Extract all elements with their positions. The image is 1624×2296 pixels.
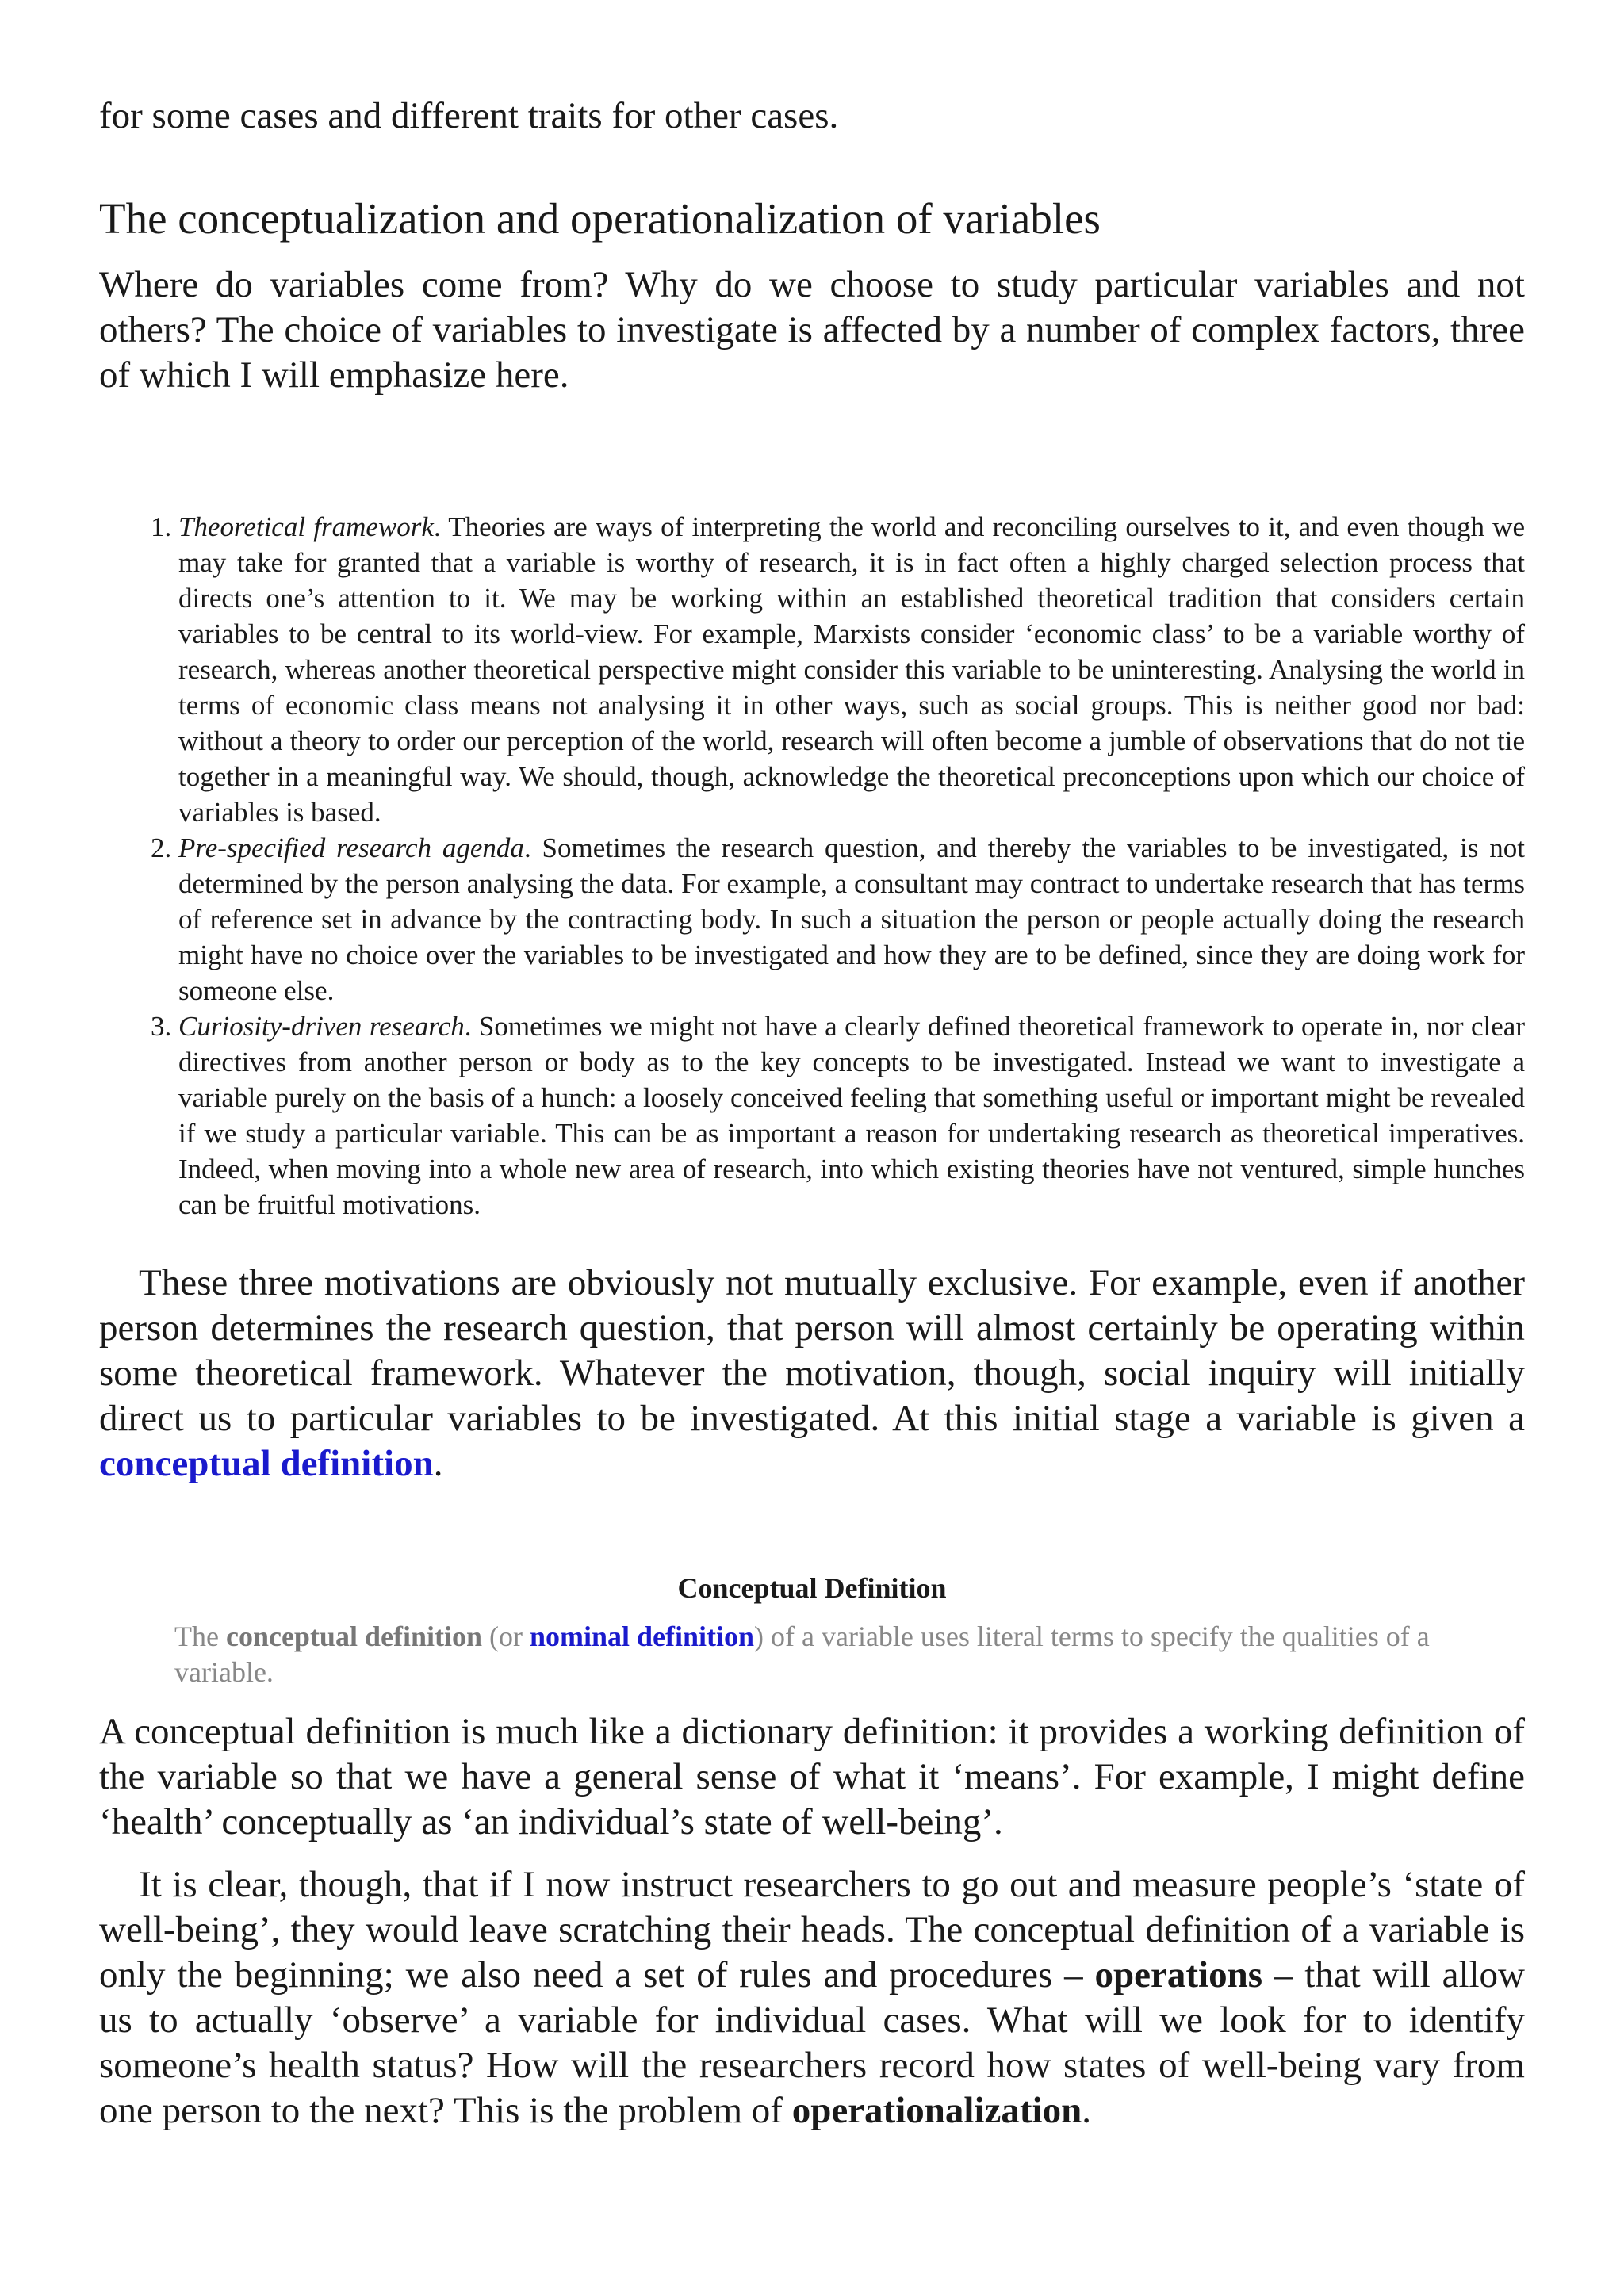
definition-text: The bbox=[174, 1621, 226, 1652]
operations-term: operations bbox=[1094, 1954, 1263, 1996]
definition-box bbox=[99, 1570, 1525, 1690]
list-item-title: Pre-specified research agenda bbox=[178, 832, 524, 863]
conceptual-definition-paragraph: A conceptual definition is much like a dictionary definition: it provides a working definition of the variable so that we have a general sense of what it ‘means’. For example, I might define ‘health’ conceptually as ‘an individual’s state of well-being’. bbox=[99, 1711, 1525, 1843]
list-item bbox=[178, 830, 1525, 1008]
definition-text: ) of a variable uses literal terms to specify the qualities of a variable. bbox=[174, 1621, 1430, 1688]
section-heading: The conceptualization and operationalization of variables bbox=[99, 194, 1101, 243]
definition-box-title: Conceptual Definition bbox=[677, 1572, 947, 1604]
paragraph-text: These three motivations are obviously not mutually exclusive. For example, even if another person determines the research question, that person will almost certainly be operating within some theoretical framework. Whatever the motivation, though, social inquiry will initially direct us to particular variables to be investigated. At this initial stage a variable is given a bbox=[99, 1262, 1525, 1439]
definition-text: (or bbox=[481, 1621, 530, 1652]
operations-paragraph bbox=[99, 1862, 1525, 2133]
motivations-paragraph bbox=[99, 1261, 1525, 1487]
paragraph-end: . bbox=[433, 1443, 443, 1484]
list-item-title: Theoretical framework bbox=[178, 511, 434, 542]
list-item bbox=[178, 509, 1525, 830]
operationalization-term: operationalization bbox=[791, 2090, 1082, 2131]
list-item-text: . Theories are ways of interpreting the world and reconciling ourselves to it, and even though we may take for granted that a variable is worthy of research, it is in fact often a highly charged selection process that directs one’s attention to it. We may be working within an established theoretical tradition that considers certain variables to be central to its world-view. For example, Marxists consider ‘economic class’ to be a variable worthy of research, whereas another theoretical perspective might consider this variable to be uninteresting. Analysing the world in terms of economic class means not analysing it in other ways, such as social groups. This is neither good nor bad: without a theory to order our perception of the world, research will often become a jumble of observations that do not tie together in a meaningful way. We should, though, acknowledge the theoretical preconceptions upon which our choice of variables is based. bbox=[178, 511, 1525, 828]
list-item-title: Curiosity-driven research bbox=[178, 1011, 465, 1042]
paragraph-end: . bbox=[1082, 2090, 1091, 2131]
paragraph-text: – that will allow us to actually ‘observe’ a variable for individual cases. What will we look for to identify someone’s health status? How will the researchers record how states of well-being vary from one person to the next? This is the problem of bbox=[99, 1954, 1525, 2131]
definition-term: conceptual definition bbox=[225, 1621, 482, 1652]
continued-paragraph: for some cases and different traits for other cases. bbox=[99, 95, 839, 136]
intro-paragraph: Where do variables come from? Why do we choose to study particular variables and not others? The choice of variables to investigate is affected by a number of complex factors, three of which I will emphasize here. bbox=[99, 264, 1525, 396]
list-item-text: . Sometimes we might not have a clearly defined theoretical framework to operate in, nor clear directives from another person or body as to the key concepts to be investigated. Instead we want to investigate a variable purely on the basis of a hunch: a loosely conceived feeling that something useful or important might be revealed if we study a particular variable. This can be as important a reason for undertaking research as theoretical imperatives. Indeed, when moving into a whole new area of research, into which existing theories have not ventured, simple hunches can be fruitful motivations. bbox=[178, 1011, 1525, 1220]
list-item-text: . Sometimes the research question, and thereby the variables to be investigated, is not determined by the person analysing the data. For example, a consultant may contract to undertake research that has terms of reference set in advance by the contracting body. In such a situation the person or people actually doing the research might have no choice over the variables to be investigated and how they are to be defined, since they are doing work for someone else. bbox=[178, 832, 1525, 1006]
nominal-definition-link[interactable]: nominal definition bbox=[529, 1621, 755, 1652]
list-item bbox=[178, 1008, 1525, 1223]
conceptual-definition-link[interactable]: conceptual definition bbox=[99, 1443, 434, 1484]
definition-box-body bbox=[174, 1619, 1454, 1690]
paragraph-text: It is clear, though, that if I now instruct researchers to go out and measure people’s ‘state of well-being’, they would leave scratching their heads. The conceptual definition of a variable is only the beginning; we also need a set of rules and procedures – bbox=[99, 1864, 1525, 1996]
motivations-list bbox=[99, 509, 1525, 1223]
